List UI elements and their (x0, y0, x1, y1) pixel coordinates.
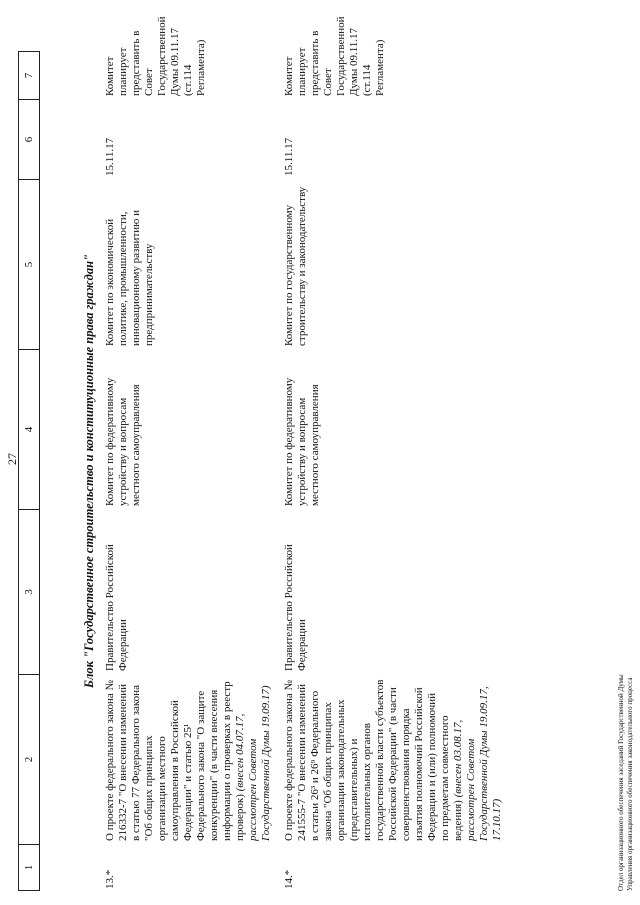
plan-cell: Комитет планирует представить в Совет Государственной Думы 09.11.17 (ст.114 Регламента) (104, 16, 207, 96)
bill-note: (внесен 03.08.17, рассмотрен Советом Государственной Думы 19.09.17, 17.10.17) (452, 686, 503, 841)
table-row (283, 16, 504, 891)
column-header: 1 (19, 844, 39, 890)
column-header: 6 (19, 99, 39, 179)
author-cell: Правительство Российской Федерации (283, 544, 308, 671)
footer-line: Отдел организационного обеспечения заседаний Государственной Думы (617, 674, 625, 891)
date-cell: 15.11.17 (283, 137, 295, 176)
bill-cell (104, 675, 273, 845)
footer (617, 674, 635, 891)
author-cell: Правительство Российской Федерации (104, 544, 129, 671)
bill-cell (283, 675, 504, 845)
bill-description: О проекте федерального закона № 216332-7 "О внесении изменений в статью 77 Федерального закона "Об общих принципах организации местного самоуправления в Российской Федерации" и статью 25¹ Федерального закона "О защите конкуренции" (в части внесения информации о проверках в реестр проверок) (104, 680, 246, 841)
co-committee-cell: Комитет по государственному строительству и законодательству (283, 186, 308, 346)
co-committee-cell: Комитет по экономической политике, промышленности, инновационному развитию и предпринимательству (104, 210, 155, 346)
responsible-committee-cell: Комитет по федеративному устройству и вопросам местного самоуправления (104, 377, 142, 506)
plan-cell: Комитет планирует представить в Совет Государственной Думы 09.11.17 (ст.114 Регламента) (283, 16, 386, 96)
page-number: 27 (5, 453, 19, 465)
column-header-row (18, 51, 40, 891)
column-header: 5 (19, 179, 39, 349)
block-title: Блок "Государственное строительство и конституционные права граждан" (82, 254, 96, 688)
row-number: 14.* (283, 869, 295, 889)
table-row (104, 16, 273, 891)
row-number: 13.* (104, 869, 116, 889)
date-cell: 15.11.17 (104, 137, 116, 176)
responsible-committee-cell: Комитет по федеративному устройству и вопросам местного самоуправления (283, 377, 321, 506)
footer-line: Управления организационного обеспечения законодательного процесса (626, 677, 634, 891)
column-header: 4 (19, 349, 39, 509)
bill-description: О проекте федерального закона № 241555-7 "О внесении изменений в статьи 26³ и 26⁹ Федерального закона "Об общих принципах организации законодательных (представительных) и исполнительных органов государственной власти субъектов Российской Федерации" (в части совершенствования порядка изъятия полномочий Российской Федерации и (или) полномочий по предметам совместного ведения) (283, 679, 464, 841)
column-header: 7 (23, 72, 35, 79)
column-header: 3 (19, 509, 39, 674)
column-header: 2 (19, 674, 39, 844)
bill-note: (внесен 04.07.17, рассмотрен Советом Государственной Думы 19.09.17) (234, 685, 272, 841)
